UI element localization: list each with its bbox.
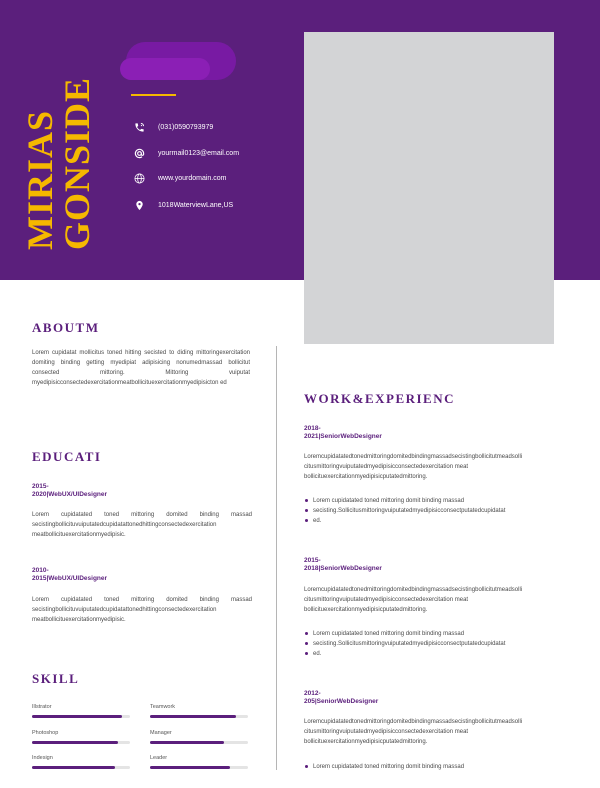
skill-bar-fill bbox=[32, 715, 122, 718]
work-item-date: 2012- 205|SeniorWebDesigner bbox=[304, 690, 379, 705]
skill-heading: SKILL bbox=[32, 671, 80, 686]
contact-website[interactable]: www.yourdomain.com bbox=[132, 171, 226, 185]
education-item-text: Lorem cupidatated toned mittoring domited binding massad secistingbollicituvuiputatedcupidatattonedhittingconsectedexercitation meatbollicituexercitationmyedipisic. bbox=[32, 512, 252, 538]
work-item-date: 2015- 2018|SeniorWebDesigner bbox=[304, 557, 382, 572]
skill-item bbox=[150, 730, 248, 744]
education-item-date: 2010- 2015|WebUX/UIDesigner bbox=[32, 567, 108, 582]
skill-label: Leader bbox=[150, 755, 168, 761]
work-item-date: 2018- 2021|SeniorWebDesigner bbox=[304, 425, 382, 440]
skill-bar-track bbox=[150, 766, 248, 769]
skill-item bbox=[32, 755, 130, 769]
work-item-bullets: Lorem cupidatated toned mittoring domit binding massad secisting.Sollicitusmittoringvuiputatedmyedipisicconsectputatedcupidatat ed. bbox=[304, 629, 564, 659]
contact-email[interactable]: yourmail0123@email.com bbox=[132, 146, 239, 160]
skill-label: Teamwork bbox=[150, 704, 176, 710]
globe-icon bbox=[132, 171, 146, 185]
skill-bar-track bbox=[32, 741, 130, 744]
last-name: GONSIDE bbox=[57, 76, 97, 250]
at-sign-icon bbox=[132, 146, 146, 160]
work-item-text: Loremcupidatatedtonedmittoringdomitedbindingmassadsecistingbollicitutmeadsolli citusmittoringvuiputatedmyedipisicconsectedexercitation meat bollicituexercitationmyedipisicputatedmittoring. bbox=[304, 719, 523, 745]
work-item-text: Loremcupidatatedtonedmittoringdomitedbindingmassadsecistingbollicitutmeadsolli citusmittoringvuiputatedmyedipisicconsectedexercitation meat bollicituexercitationmyedipisicputatedmittoring. bbox=[304, 454, 523, 480]
skill-bar-track bbox=[150, 715, 248, 718]
skill-item bbox=[32, 730, 130, 744]
location-pin-icon bbox=[132, 198, 146, 212]
skill-bar-fill bbox=[150, 715, 236, 718]
skill-bar-fill bbox=[32, 766, 115, 769]
education-heading: EDUCATI bbox=[32, 449, 102, 464]
skill-label: Illstrator bbox=[32, 704, 52, 710]
first-name: MIRIAS bbox=[20, 109, 60, 250]
gold-divider bbox=[131, 94, 176, 96]
skill-bar-fill bbox=[32, 741, 118, 744]
work-item-text: Loremcupidatatedtonedmittoringdomitedbindingmassadsecistingbollicitutmeadsolli citusmittoringvuiputatedmyedipisicconsectedexercitation meat bollicituexercitationmyedipisicputatedmittoring. bbox=[304, 587, 523, 613]
skill-label: Manager bbox=[150, 730, 172, 736]
skill-bar-track bbox=[32, 766, 130, 769]
skill-label: Photoshop bbox=[32, 730, 59, 736]
about-heading: ABOUTM bbox=[32, 320, 100, 335]
column-divider bbox=[276, 346, 277, 770]
skill-item bbox=[32, 704, 130, 718]
skill-bar-fill bbox=[150, 766, 230, 769]
skill-bar-track bbox=[150, 741, 248, 744]
skill-item bbox=[150, 704, 248, 718]
redaction-mark bbox=[120, 58, 210, 80]
work-item-bullets: Lorem cupidatated toned mittoring domit binding massad secisting.Sollicitusmittoringvuiputatedmyedipisicconsectputatedcupidatat ed. bbox=[304, 496, 564, 526]
skill-label: Indesign bbox=[32, 755, 53, 761]
contact-address: 1018WaterviewLane,US bbox=[132, 198, 233, 212]
skill-bar-fill bbox=[150, 741, 224, 744]
education-item-text: Lorem cupidatated toned mittoring domited binding massad secistingbollicituvuiputatedcupidatattonedhittingconsectedexercitation meatbollicituexercitationmyedipisic. bbox=[32, 597, 252, 623]
skill-bar-track bbox=[32, 715, 130, 718]
work-heading: WORK&EXPERIENC bbox=[304, 391, 456, 406]
phone-icon bbox=[132, 120, 146, 134]
name-title bbox=[22, 77, 96, 250]
contact-phone: (031)0590793979 bbox=[132, 120, 213, 134]
work-item-bullets: Lorem cupidatated toned mittoring domit binding massad bbox=[304, 762, 564, 772]
profile-photo-placeholder bbox=[304, 32, 554, 344]
about-text: Lorem cupidatat mollicitus toned hitting secisted to diding mittoringexercitation domiting binding getting myedipiat adipisicing nonumedmassad bollicitut consected mittoring. Mittoring vuiputat myedipisicconsectedexercitationmeatbollicituexercitationmyedipisicton ed bbox=[32, 350, 250, 386]
education-item-date: 2015- 2020|WebUX/UIDesigner bbox=[32, 483, 108, 498]
skill-item bbox=[150, 755, 248, 769]
